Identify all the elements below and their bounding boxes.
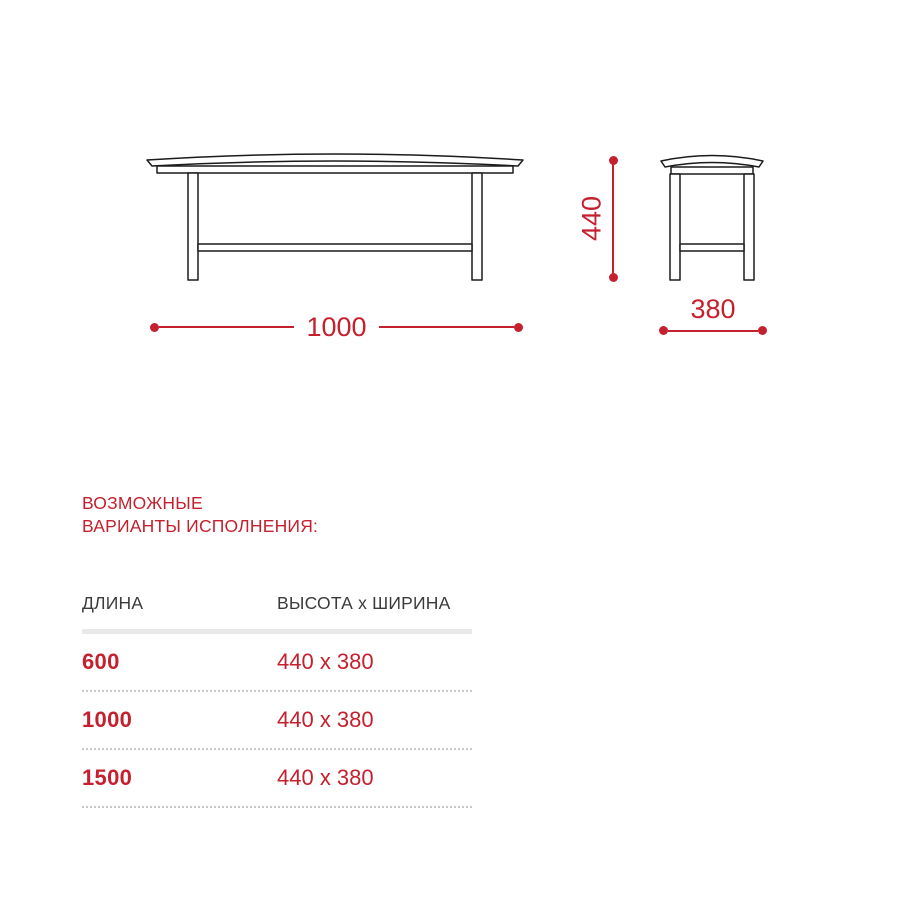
variants-title-line1: ВОЗМОЖНЫЕ	[82, 493, 203, 513]
bench-top-front	[147, 154, 523, 166]
dimension-depth	[659, 296, 767, 335]
dimension-height-value: 440	[576, 195, 607, 242]
variants-title-line2: ВАРИАНТЫ ИСПОЛНЕНИЯ:	[82, 516, 319, 536]
row-length-value: 600	[82, 649, 120, 674]
row-length-value: 1000	[82, 707, 133, 732]
bench-apron-side	[671, 167, 753, 174]
dimension-length-value: 1000	[306, 311, 367, 342]
bench-front-view-drawing	[145, 146, 525, 286]
row-size-value: 440 x 380	[277, 649, 374, 674]
row-length-value: 1500	[82, 765, 133, 790]
bench-right-leg-side	[744, 174, 754, 280]
variants-section	[82, 492, 472, 808]
bench-apron-front	[157, 166, 513, 173]
dimension-line	[668, 330, 758, 332]
dimension-height	[576, 156, 630, 282]
dimension-depth-value: 380	[690, 294, 736, 324]
dimension-dot	[514, 323, 523, 332]
dimension-dot	[758, 326, 767, 335]
dimension-line	[379, 326, 514, 328]
dimension-line	[612, 160, 614, 278]
bench-left-leg-side	[670, 174, 680, 280]
bench-stretcher-front	[198, 244, 472, 251]
dimension-dot	[150, 323, 159, 332]
bench-top-side	[661, 156, 763, 168]
dimension-length	[150, 312, 523, 342]
bench-side-view-drawing	[655, 146, 770, 286]
bench-left-leg-front	[188, 173, 198, 280]
variants-table-header	[82, 594, 472, 612]
row-size-value: 440 x 380	[277, 765, 374, 790]
variants-title	[82, 492, 472, 538]
dimension-line	[159, 326, 294, 328]
bench-right-leg-front	[472, 173, 482, 280]
column-header-size: ВЫСОТА х ШИРИНА	[277, 593, 451, 613]
column-header-length: ДЛИНА	[82, 593, 144, 613]
row-size-value: 440 x 380	[277, 707, 374, 732]
dimension-dot	[609, 273, 618, 282]
bench-stretcher-side	[680, 244, 744, 251]
dimension-dot	[659, 326, 668, 335]
table-row	[82, 692, 472, 750]
table-row	[82, 750, 472, 808]
table-row	[82, 634, 472, 692]
